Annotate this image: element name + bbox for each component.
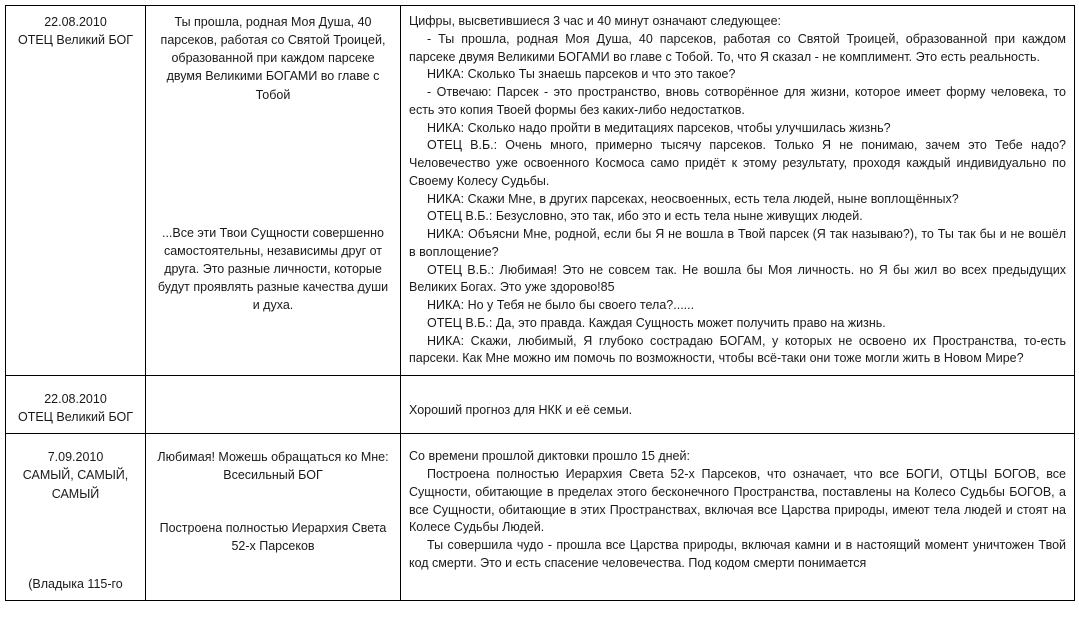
entry-date: 22.08.2010 (44, 15, 107, 29)
date-speaker-cell (6, 6, 146, 376)
dialogue-line: - Отвечаю: Парсек - это пространство, вновь сотворённое для жизни, которое имеет форму человека, то есть это копия Твоей формы без каких-либо недостатков. (409, 85, 1066, 117)
entry-speaker-note: (Владыка 115-го (28, 576, 123, 591)
quote-cell (146, 376, 401, 434)
dialogue-line: Построена полностью Иерархия Света 52-х Парсеков, что означает, что все БОГИ, ОТЦЫ БОГОВ, все Сущности, обитающие в пределах этого бесконечного Пространства, поставлены на Колесо Судьбы БОГОВ, а все Сущности, обитающие в этих Пространствах, включая все Царства природы, имеют тела людей и стоят на Колесе Судьбы Людей. (409, 467, 1066, 535)
quote-text: Ты прошла, родная Моя Душа, 40 парсеков, работая со Святой Троицей, образованной при каждом парсеке двумя Великими БОГАМИ во главе с Тобой (160, 15, 386, 102)
entry-date: 22.08.2010 (44, 392, 107, 406)
quote-cell (146, 6, 401, 376)
dialogue-cell (401, 376, 1075, 434)
table-row (6, 6, 1075, 376)
dialogue-line: - Ты прошла, родная Моя Душа, 40 парсеков, работая со Святой Троицей, образованной при каждом парсеке двумя Великими БОГАМИ во главе с Тобой. То, что Я сказал - не комплимент. Это есть реальность. (409, 31, 1066, 64)
entry-speaker: ОТЕЦ Великий БОГ (17, 410, 134, 425)
dialogue-line: Цифры, высветившиеся 3 час и 40 минут означают следующее: (409, 14, 782, 28)
quote-cell (146, 434, 401, 601)
dialogue-line: НИКА: Сколько надо пройти в медитациях парсеков, чтобы улучшилась жизнь? (427, 120, 891, 135)
dialogue-line: Со времени прошлой диктовки прошло 15 дней: (409, 449, 690, 464)
table-row (6, 376, 1075, 434)
dialogue-line: НИКА: Скажи, любимый, Я глубоко сострадаю БОГАМ, у которых не освоено их Пространства, то-есть парсеки. Как Мне можно им помочь по возможности, чтобы всё-таки они тоже могли жить в Новом Мире? (409, 333, 1066, 366)
quote-text: Построена полностью Иерархия Света 52-х Парсеков (159, 520, 387, 553)
dialogue-line: НИКА: Скажи Мне, в других парсеках, неосвоенных, есть тела людей, ныне воплощённых? (427, 191, 959, 206)
dialogue-line: ОТЕЦ В.Б.: Безусловно, это так, ибо это и есть тела ныне живущих людей. (427, 209, 863, 224)
dialogue-cell (401, 434, 1075, 601)
dialogue-line: НИКА: Сколько Ты знаешь парсеков и что это такое? (427, 67, 736, 82)
dialogue-table (5, 5, 1075, 601)
quote-text: ...Все эти Твои Сущности совершенно самостоятельны, независимы друг от друга. Это разные личности, которые будут проявлять разные качества души и духа. (157, 225, 389, 313)
dialogue-line: НИКА: Но у Тебя не было бы своего тела?...... (427, 298, 695, 312)
date-speaker-cell (6, 376, 146, 434)
dialogue-line: ОТЕЦ В.Б.: Да, это правда. Каждая Сущность может получить право на жизнь. (427, 315, 886, 330)
table-row (6, 434, 1075, 601)
quote-text: Любимая! Можешь обращаться ко Мне: Всесильный БОГ (157, 450, 389, 483)
entry-speaker: САМЫЙ, САМЫЙ, САМЫЙ (22, 468, 129, 501)
date-speaker-cell (6, 434, 146, 601)
dialogue-cell (401, 6, 1075, 376)
dialogue-line: ОТЕЦ В.Б.: Очень много, примерно тысячу парсеков. Только Я не понимаю, зачем это Тебе надо? Человечество уже освоенного Космоса само придёт к этому результату, проходя каждый индивидуально по Своему Колесу Судьбы. (409, 138, 1066, 188)
dialogue-line: Ты совершила чудо - прошла все Царства природы, включая камни и в настоящий момент уничтожен Твой код смерти. Это и есть спасение человечества. Под кодом смерти понимается (409, 538, 1066, 570)
dialogue-line: Хороший прогноз для НКК и её семьи. (409, 403, 633, 417)
dialogue-line: ОТЕЦ В.Б.: Любимая! Это не совсем так. Не вошла бы Моя личность. но Я бы жил во всех предыдущих Великих Богах. Это уже здорово!85 (409, 262, 1066, 295)
entry-speaker: ОТЕЦ Великий БОГ (17, 33, 134, 48)
entry-date: 7.09.2010 (47, 450, 104, 465)
dialogue-line: НИКА: Объясни Мне, родной, если бы Я не вошла в Твой парсек (Я так называю?), то Ты так бы и не вошёл в воплощение? (409, 227, 1066, 259)
